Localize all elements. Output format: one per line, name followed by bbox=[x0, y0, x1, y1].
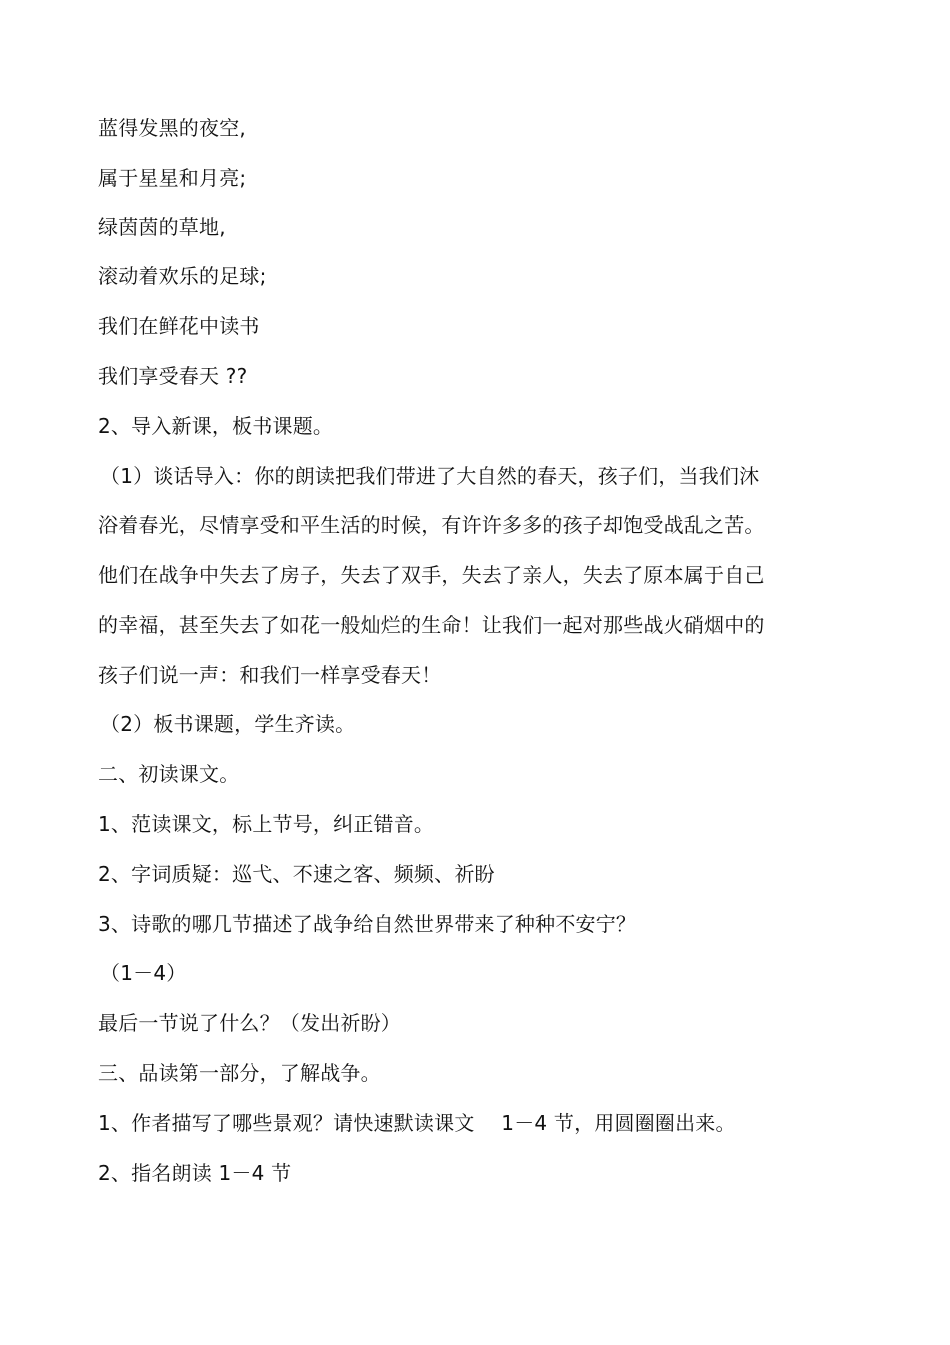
text-line: 蓝得发黑的夜空, bbox=[98, 116, 246, 140]
text-line: 2、导入新课，板书课题。 bbox=[98, 414, 334, 438]
text-line: （1－4） bbox=[100, 961, 187, 985]
text-line: 浴着春光，尽情享受和平生活的时候，有许许多多的孩子却饱受战乱之苦。 bbox=[98, 513, 765, 537]
text-line: 的幸福，甚至失去了如花一般灿烂的生命！让我们一起对那些战火硝烟中的 bbox=[98, 613, 765, 637]
text-line: 3、诗歌的哪几节描述了战争给自然世界带来了种种不安宁？ bbox=[98, 912, 637, 936]
text-line: 2、字词质疑：巡弋、不速之客、频频、祈盼 bbox=[98, 862, 495, 886]
text-line: 滚动着欢乐的足球; bbox=[98, 264, 267, 288]
text-line: 1、范读课文，标上节号，纠正错音。 bbox=[98, 812, 435, 836]
section-heading: 二、初读课文。 bbox=[98, 762, 240, 786]
text-line: 他们在战争中失去了房子，失去了双手，失去了亲人，失去了原本属于自己 bbox=[98, 563, 765, 587]
text-line: 孩子们说一声：和我们一样享受春天！ bbox=[98, 663, 442, 687]
text-line: 属于星星和月亮; bbox=[98, 166, 247, 190]
text-line: 我们在鲜花中读书 bbox=[98, 314, 260, 338]
text-line: （2）板书课题，学生齐读。 bbox=[100, 712, 356, 736]
text-line: 最后一节说了什么？（发出祈盼） bbox=[98, 1011, 401, 1035]
text-line: 1、作者描写了哪些景观？请快速默读课文 1－4 节，用圆圈圈出来。 bbox=[98, 1111, 736, 1135]
section-heading: 三、品读第一部分，了解战争。 bbox=[98, 1061, 381, 1085]
text-line: 我们享受春天 ?? bbox=[98, 364, 248, 388]
text-line: 2、指名朗读 1－4 节 bbox=[98, 1161, 292, 1185]
text-line: （1）谈话导入：你的朗读把我们带进了大自然的春天，孩子们，当我们沐 bbox=[100, 464, 760, 488]
text-line: 绿茵茵的草地, bbox=[98, 215, 226, 239]
